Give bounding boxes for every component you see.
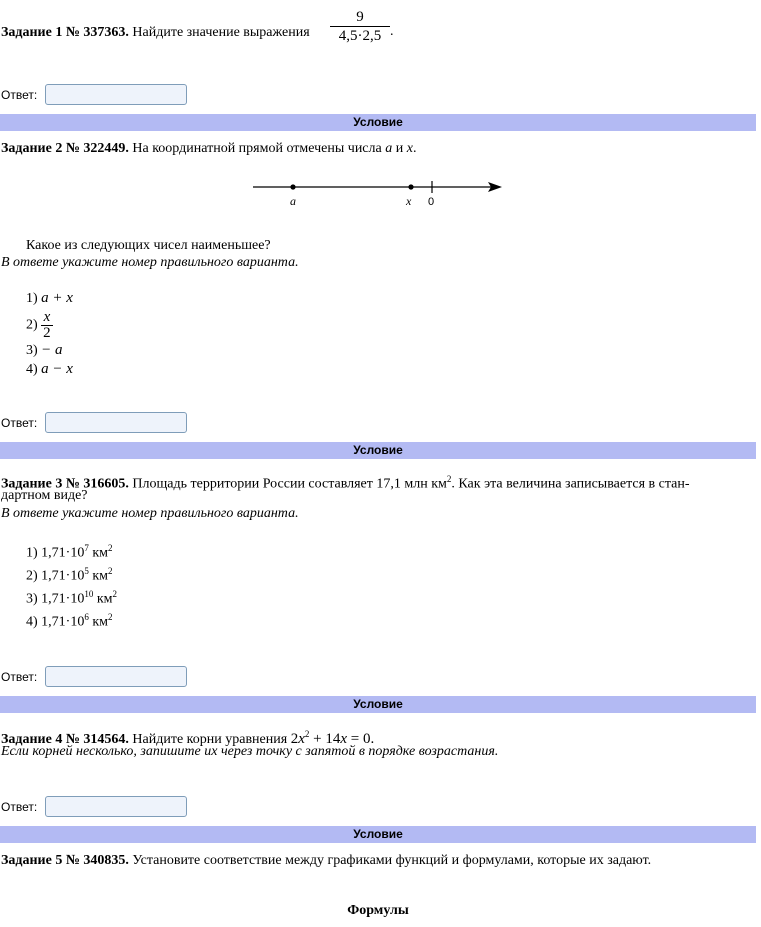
- option-unit: км: [92, 614, 109, 630]
- task-2-option-3: [26, 342, 63, 359]
- option-exp: 5: [84, 566, 89, 576]
- task-5-text: Установите соответствие между графиками функций и формулами, которые их задают.: [132, 853, 652, 868]
- task-2-answer-input[interactable]: [45, 412, 187, 433]
- option-number: 2): [26, 568, 38, 584]
- task-2-option-1: [26, 290, 73, 307]
- task-4-condition-bar[interactable]: Условие: [0, 696, 756, 713]
- task-3-answer-input[interactable]: [45, 666, 187, 687]
- option-unit-exp: 2: [108, 543, 113, 553]
- task-1-title: Задание 1 № 337363.: [1, 25, 129, 40]
- option-unit-exp: 2: [108, 566, 113, 576]
- task-4-hint: Если корней несколько, запишите их через точку с запятой в порядке возрастания.: [1, 744, 499, 759]
- answer-label: Ответ:: [1, 670, 38, 684]
- option-expr: a − x: [41, 361, 73, 377]
- eq-var2: x: [340, 731, 347, 747]
- task-4-answer-input[interactable]: [45, 796, 187, 817]
- option-base: 1,71·10: [41, 614, 85, 630]
- task-1-denominator: 4,5·2,5: [330, 26, 390, 45]
- point-a-dot: [290, 184, 295, 189]
- task-3-hint: В ответе укажите номер правильного варианта.: [1, 506, 299, 521]
- task-4-title: Задание 4 № 314564.: [1, 732, 129, 747]
- option-numerator: x: [43, 309, 51, 325]
- task-3-option-1: [26, 543, 113, 562]
- task-2-text: На координатной прямой отмечены числа: [132, 141, 382, 156]
- task-2-option-2: [26, 310, 53, 341]
- task-3-sup: 2: [446, 474, 452, 484]
- option-number: 3): [26, 591, 38, 607]
- zero-label: 0: [428, 196, 435, 208]
- option-number: 2): [26, 317, 38, 333]
- task-1-text: Найдите значение выражения: [132, 25, 310, 40]
- task-2-condition-bar[interactable]: Условие: [0, 114, 756, 131]
- answer-label: Ответ:: [1, 800, 38, 814]
- task-3-statement: [1, 471, 756, 493]
- number-line-diagram: [250, 178, 510, 212]
- task-2-var-x: x: [406, 141, 413, 156]
- task-1-answer-input[interactable]: [45, 84, 187, 105]
- task-2-statement: [1, 140, 416, 157]
- option-number: 4): [26, 614, 38, 630]
- option-base: 1,71·10: [41, 591, 85, 607]
- task-5-statement: [1, 852, 651, 869]
- option-number: 1): [26, 291, 38, 306]
- task-1-statement: [1, 24, 310, 41]
- task-2-question: Какое из следующих чисел наименьшее?: [26, 238, 271, 253]
- point-a-label: a: [290, 194, 296, 208]
- task-5-title: Задание 5 № 340835.: [1, 853, 129, 868]
- option-number: 1): [26, 545, 38, 561]
- task-2-hint: В ответе укажите номер правильного варианта.: [1, 255, 299, 270]
- option-denominator: 2: [43, 325, 51, 341]
- task-3-text: Площадь территории России составляет 17,1 млн км: [132, 476, 447, 492]
- option-unit: км: [92, 545, 109, 561]
- option-unit: км: [92, 568, 109, 584]
- task-1-period: .: [390, 24, 394, 39]
- point-x-dot: [408, 184, 413, 189]
- task-4-text: Найдите корни уравнения: [132, 732, 288, 747]
- answer-label: Ответ:: [1, 416, 38, 430]
- formulas-heading: Формулы: [347, 903, 409, 918]
- option-fraction: [41, 310, 53, 341]
- task-1-numerator: 9: [356, 9, 364, 25]
- option-base: 1,71·10: [41, 568, 85, 584]
- task-3-title: Задание 3 № 316605.: [1, 476, 129, 492]
- option-unit-exp: 2: [108, 612, 113, 622]
- option-expr: a + x: [41, 290, 73, 306]
- eq-rest: + 14: [313, 731, 341, 747]
- eq-end: = 0.: [350, 731, 375, 747]
- option-unit-exp: 2: [112, 589, 118, 599]
- task-3-text-line2: дартном виде?: [1, 488, 88, 503]
- task-1-fraction: [330, 8, 390, 45]
- task-2-var-a: a: [385, 141, 393, 156]
- option-base: 1,71·10: [41, 545, 85, 561]
- option-exp: 7: [84, 543, 89, 553]
- task-3-condition-bar[interactable]: Условие: [0, 442, 756, 459]
- option-unit: км: [96, 591, 113, 607]
- eq-exp: 2: [304, 729, 310, 739]
- task-2-period: .: [412, 141, 417, 156]
- task-3-option-3: [26, 589, 117, 608]
- eq-coef: 2: [290, 731, 299, 747]
- eq-var: x: [298, 731, 305, 747]
- point-x-label: x: [406, 194, 412, 208]
- task-3-text-tail: . Как эта величина записывается в стан-: [451, 476, 690, 492]
- option-number: 3): [26, 343, 38, 358]
- option-exp: 10: [84, 589, 94, 599]
- task-3-option-2: [26, 566, 113, 585]
- answer-label: Ответ:: [1, 88, 38, 102]
- task-2-conj: и: [395, 141, 404, 156]
- option-number: 4): [26, 362, 38, 377]
- option-expr: − a: [41, 342, 63, 358]
- task-3-option-4: [26, 612, 113, 631]
- task-5-condition-bar[interactable]: Условие: [0, 826, 756, 843]
- task-2-option-4: [26, 361, 73, 378]
- task-2-title: Задание 2 № 322449.: [1, 141, 129, 156]
- option-exp: 6: [84, 612, 89, 622]
